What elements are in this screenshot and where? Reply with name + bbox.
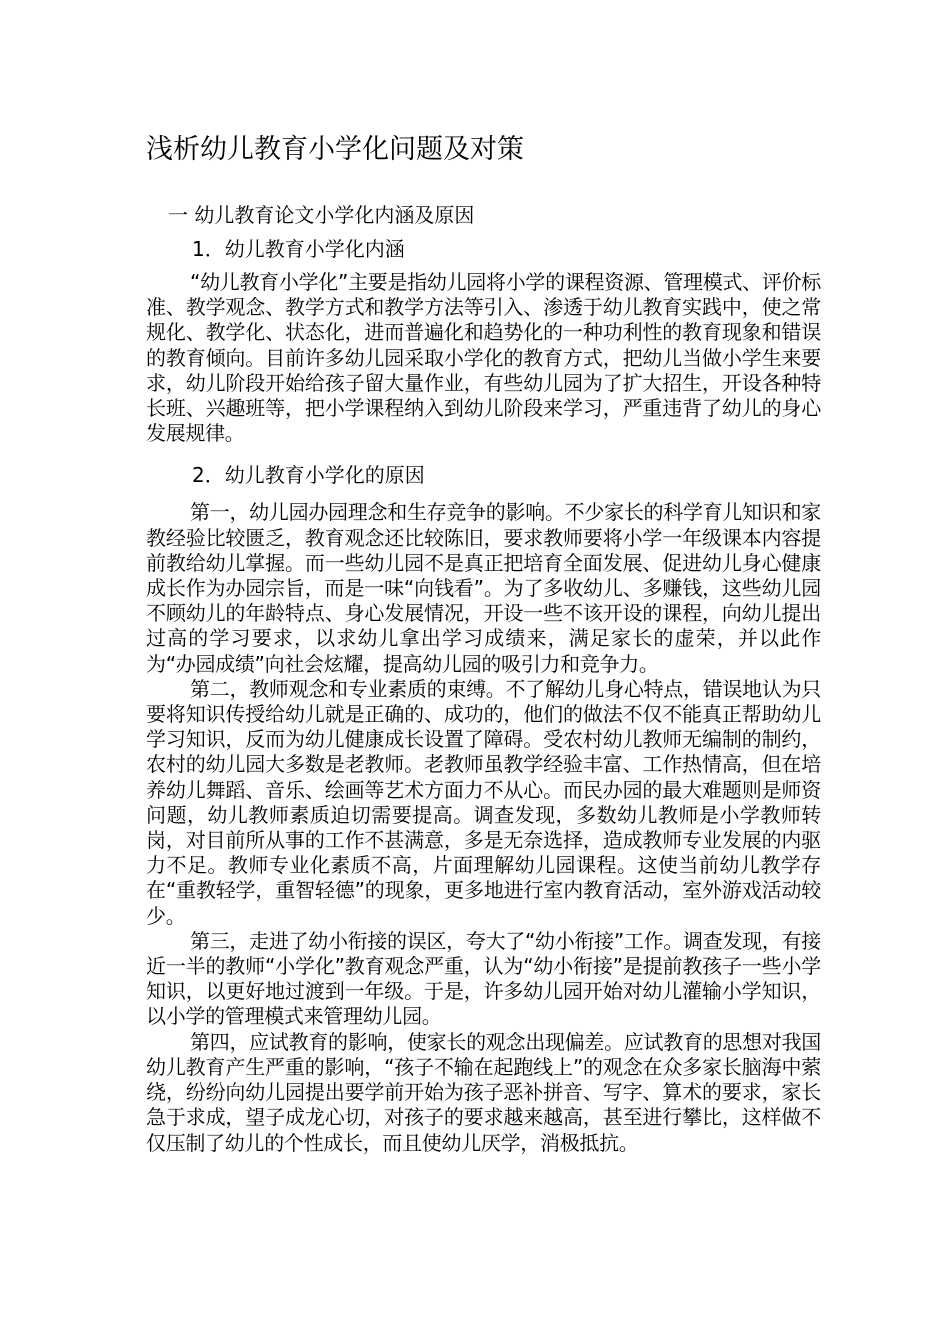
paragraph: 第一，幼儿园办园理念和生存竞争的影响。不少家长的科学育儿知识和家教经验比较匮乏，教育观念还比较陈旧，要求教师要将小学一年级课本内容提前教给幼儿掌握。而一些幼儿园不是真正把培育全面发展、促进幼儿身心健康成长作为办园宗旨，而是一味“向钱看”。为了多收幼儿、多赚钱，这些幼儿园不顾幼儿的年龄特点、身心发展情况，开设一些不该开设的课程，向幼儿提出过高的学习要求，以求幼儿拿出学习成绩来，满足家长的虚荣，并以此作为“办园成绩”向社会炫耀，提高幼儿园的吸引力和竞争力。	[146, 500, 821, 676]
subsection-heading-1: 1．幼儿教育小学化内涵	[192, 237, 405, 261]
paragraph: “幼儿教育小学化”主要是指幼儿园将小学的课程资源、管理模式、评价标准、教学观念、教学方式和教学方法等引入、渗透于幼儿教育实践中，使之常规化、教学化、状态化，进而普遍化和趋势化的一种功利性的教育现象和错误的教育倾向。目前许多幼儿园采取小学化的教育方式，把幼儿当做小学生来要求，幼儿阶段开始给孩子留大量作业，有些幼儿园为了扩大招生，开设各种特长班、兴趣班等，把小学课程纳入到幼儿阶段来学习，严重违背了幼儿的身心发展规律。	[146, 270, 821, 446]
paragraph: 第四，应试教育的影响，使家长的观念出现偏差。应试教育的思想对我国幼儿教育产生严重的影响，“孩子不输在起跑线上”的观念在众多家长脑海中萦绕，纷纷向幼儿园提出要学前开始为孩子恶补拼音、写字、算术的要求，家长急于求成，望子成龙心切，对孩子的要求越来越高，甚至进行攀比，这样做不仅压制了幼儿的个性成长，而且使幼儿厌学，消极抵抗。	[146, 1029, 821, 1155]
paragraph: 第三，走进了幼小衔接的误区，夸大了“幼小衔接”工作。调查发现，有接近一半的教师“小学化”教育观念严重，认为“幼小衔接”是提前教孩子一些小学知识，以更好地过渡到一年级。于是，许多幼儿园开始对幼儿灌输小学知识，以小学的管理模式来管理幼儿园。	[146, 928, 821, 1029]
subsection-heading-2: 2．幼儿教育小学化的原因	[192, 463, 425, 488]
section-heading: 一 幼儿教育论文小学化内涵及原因	[168, 203, 475, 227]
document-title: 浅析幼儿教育小学化问题及对策	[146, 134, 524, 165]
document-page	[146, 130, 821, 1156]
paragraph: 第二，教师观念和专业素质的束缚。不了解幼儿身心特点，错误地认为只要将知识传授给幼儿就是正确的、成功的，他们的做法不仅不能真正帮助幼儿学习知识，反而为幼儿健康成长设置了障碍。受农村幼儿教师无编制的制约，农村的幼儿园大多数是老教师。老教师虽教学经验丰富、工作热情高，但在培养幼儿舞蹈、音乐、绘画等艺术方面力不从心。而民办园的最大难题则是师资问题，幼儿教师素质迫切需要提高。调查发现，多数幼儿教师是小学教师转岗，对目前所从事的工作不甚满意，多是无奈选择，造成教师专业发展的内驱力不足。教师专业化素质不高，片面理解幼儿园课程。这使当前幼儿教学存在“重教轻学，重智轻德”的现象，更多地进行室内教育活动，室外游戏活动较少。	[146, 676, 821, 928]
